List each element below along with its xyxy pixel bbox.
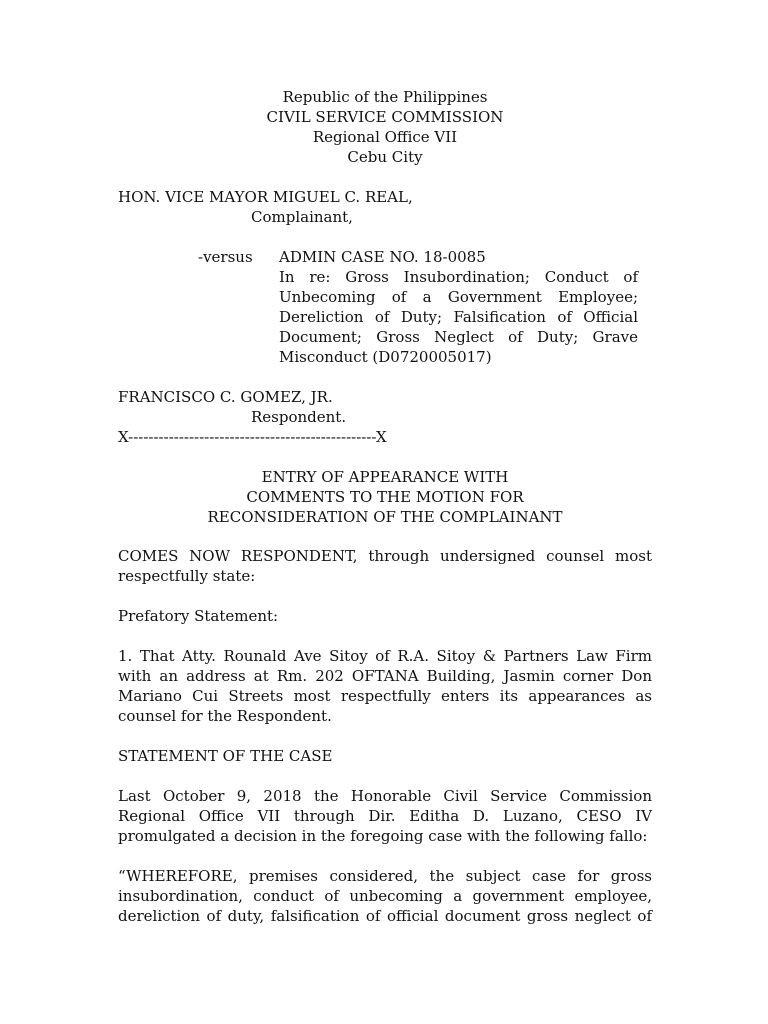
document-title-line: ENTRY OF APPEARANCE WITH	[261, 468, 509, 486]
header-city: Cebu City	[347, 148, 423, 166]
case-in-re-line: Document; Gross Neglect of Duty; Grave	[279, 328, 638, 346]
paragraph-3-line: insubordination, conduct of unbecoming a government employee,	[118, 887, 652, 905]
paragraph-1-line: Mariano Cui Streets most respectfully enters its appearances as	[118, 687, 652, 705]
paragraph-1-line: with an address at Rm. 202 OFTANA Building, Jasmin corner Don	[118, 667, 652, 685]
paragraph-2-line: Last October 9, 2018 the Honorable Civil Service Commission	[118, 787, 652, 805]
caption-separator: X-------------------------------------------------X	[118, 428, 387, 446]
versus-label: -versus	[198, 248, 253, 266]
paragraph-2-line: promulgated a decision in the foregoing case with the following fallo:	[118, 827, 648, 845]
case-in-re-line: Unbecoming of a Government Employee;	[279, 288, 638, 306]
intro-line: COMES NOW RESPONDENT, through undersigned counsel most	[118, 547, 652, 565]
case-number: ADMIN CASE NO. 18-0085	[279, 248, 486, 266]
header-commission: CIVIL SERVICE COMMISSION	[266, 108, 504, 126]
case-in-re-line: Dereliction of Duty; Falsification of Official	[279, 308, 638, 326]
document-title-line: RECONSIDERATION OF THE COMPLAINANT	[207, 508, 563, 526]
case-in-re-line: In re: Gross Insubordination; Conduct of	[279, 268, 638, 286]
paragraph-1-line: counsel for the Respondent.	[118, 707, 332, 725]
header-regional-office: Regional Office VII	[312, 128, 458, 146]
paragraph-3-line: “WHEREFORE, premises considered, the subject case for gross	[118, 867, 652, 885]
respondent-name: FRANCISCO C. GOMEZ, JR.	[118, 388, 333, 406]
respondent-label: Respondent.	[251, 408, 347, 426]
header-republic: Republic of the Philippines	[282, 88, 488, 106]
complainant-label: Complainant,	[251, 208, 353, 226]
intro-line: respectfully state:	[118, 567, 256, 585]
paragraph-1-line: 1. That Atty. Rounald Ave Sitoy of R.A. Sitoy & Partners Law Firm	[118, 647, 652, 665]
paragraph-3-line: dereliction of duty, falsification of official document gross neglect of	[118, 907, 652, 925]
document-title-line: COMMENTS TO THE MOTION FOR	[246, 488, 524, 506]
paragraph-2-line: Regional Office VII through Dir. Editha D. Luzano, CESO IV	[118, 807, 652, 825]
case-in-re-line: Misconduct (D0720005017)	[279, 348, 492, 366]
complainant-name: HON. VICE MAYOR MIGUEL C. REAL,	[118, 188, 413, 206]
prefatory-heading: Prefatory Statement:	[118, 607, 279, 625]
case-heading: STATEMENT OF THE CASE	[118, 747, 333, 765]
